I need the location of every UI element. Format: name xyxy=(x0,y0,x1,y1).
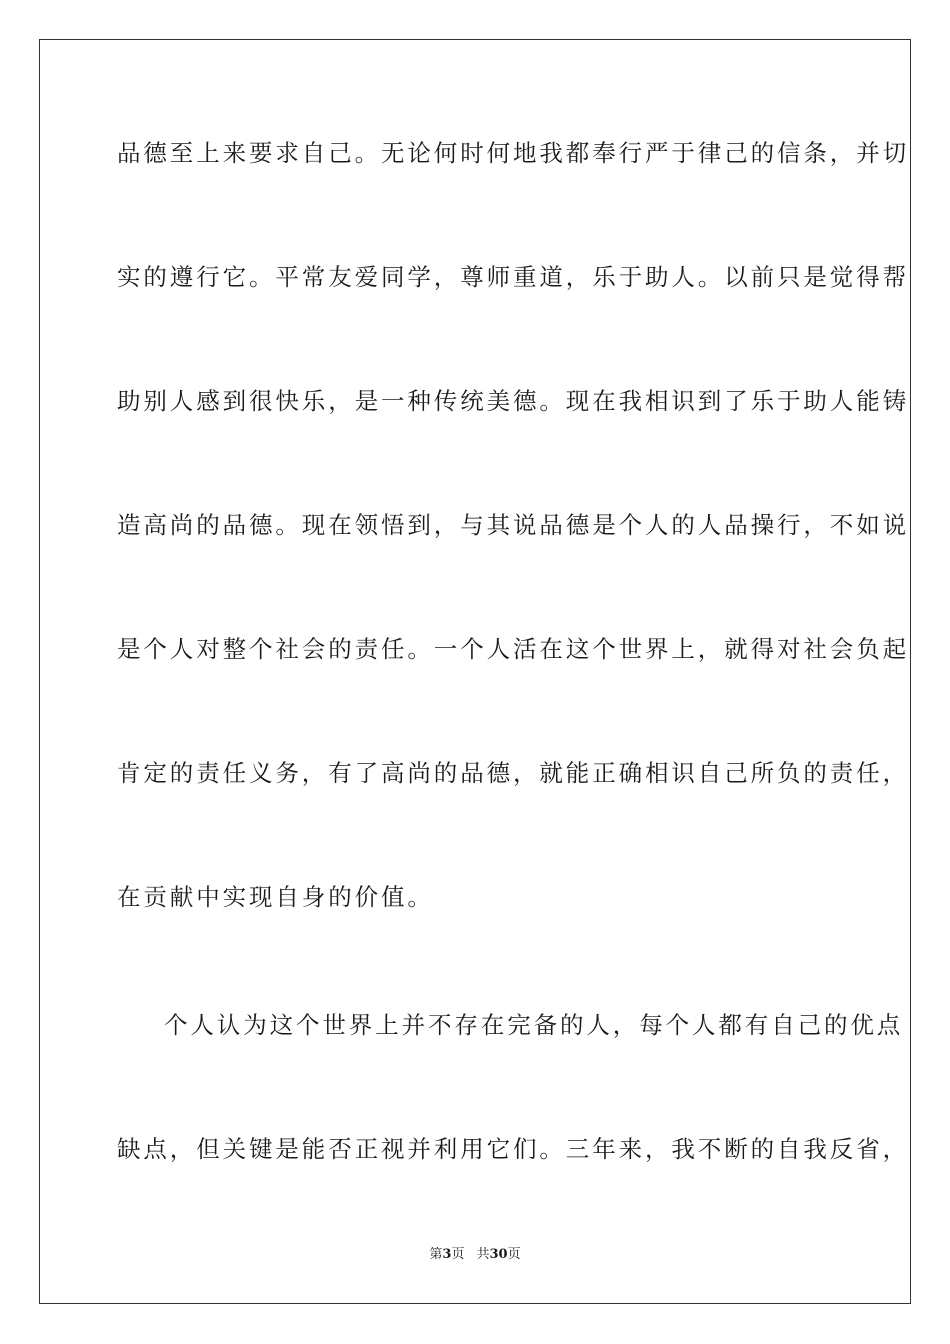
body-text-line: 助别人感到很快乐，是一种传统美德。现在我相识到了乐于助人能铸 xyxy=(117,387,909,415)
body-text-line: 是个人对整个社会的责任。一个人活在这个世界上，就得对社会负起 xyxy=(117,635,909,663)
total-pages: 30 xyxy=(489,1247,508,1262)
paragraph-first-line: 个人认为这个世界上并不存在完备的人，每个人都有自己的优点 xyxy=(164,1011,904,1039)
body-text-line: 缺点，但关键是能否正视并利用它们。三年来，我不断的自我反省， xyxy=(117,1135,909,1163)
page-number: 3 xyxy=(442,1247,452,1262)
body-text-line: 造高尚的品德。现在领悟到，与其说品德是个人的人品操行，不如说 xyxy=(117,511,909,539)
page-prefix: 第 xyxy=(429,1247,443,1262)
body-text-line: 实的遵行它。平常友爱同学，尊师重道，乐于助人。以前只是觉得帮 xyxy=(117,263,909,291)
page-footer xyxy=(0,1246,950,1264)
total-suffix: 页 xyxy=(507,1247,521,1262)
body-text-line: 在贡献中实现自身的价值。 xyxy=(117,883,434,911)
body-text-line: 品德至上来要求自己。无论何时何地我都奉行严于律己的信条，并切 xyxy=(117,139,909,167)
body-text-line: 肯定的责任义务，有了高尚的品德，就能正确相识自己所负的责任， xyxy=(117,759,909,787)
page-border xyxy=(39,39,911,1304)
page-suffix: 页 xyxy=(451,1247,465,1262)
total-prefix: 共 xyxy=(476,1247,490,1262)
